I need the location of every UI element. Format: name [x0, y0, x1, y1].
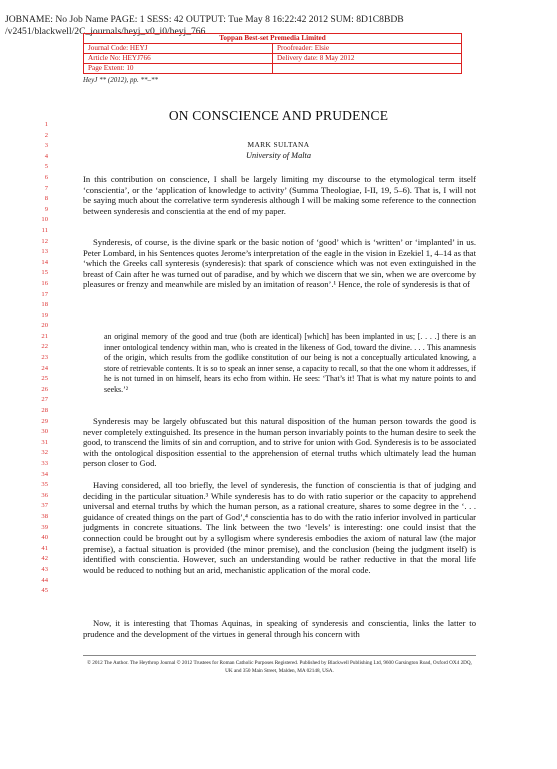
line-number: 15 — [41, 269, 48, 277]
line-number: 34 — [41, 470, 48, 478]
proof-box-title: Toppan Best-set Premedia Limited — [84, 34, 461, 44]
line-number: 1 — [44, 121, 48, 128]
line-number: 45 — [41, 587, 48, 595]
footer-rule — [83, 655, 476, 656]
proof-info-box — [83, 33, 462, 74]
paragraph-2: Synderesis, of course, is the divine spark or the basic notion of ‘good’ which is ‘written’ or ‘implanted’ in us. Peter Lombard, in his Sentences quotes Jerome’s interpretation of the eagle in the vision in Ezekiel 1, 4–14 as that ‘which the Greeks call synteresis (synderesis): that spark of conscience which was not even extinguished in the breast of Cain after he was turned out of paradise, and by which we discern that we sin, when we are overcome by pleasures or frenzy and meanwhile are misled by an imitation of reason’.¹ Hence, the role of synderesis is that of — [83, 237, 476, 290]
delivery-date: Delivery date: 8 May 2012 — [277, 54, 355, 62]
line-number: 40 — [41, 534, 48, 542]
job-header-line: JOBNAME: No Job Name PAGE: 1 SESS: 42 OUTPUT: Tue May 8 16:22:42 2012 SUM: 8D1C8BDB — [5, 14, 404, 25]
line-number: 7 — [44, 184, 48, 192]
line-number: 14 — [41, 258, 48, 266]
line-number: 32 — [41, 449, 48, 457]
line-number: 12 — [41, 237, 48, 245]
line-number: 42 — [41, 555, 48, 563]
line-number: 36 — [41, 491, 48, 499]
line-number: 44 — [41, 576, 48, 584]
line-number: 8 — [44, 195, 48, 203]
line-number: 16 — [41, 279, 48, 287]
block-quote: an original memory of the good and true (both are identical) [which] has been implanted in us; [. . . .] there is an inner ontological tendency within man, who is created in the likeness of God, toward the divine. . . . This anamnesis of the origin, which results from the godlike constitution of our being is not a conceptually articulated knowing, a store of retrievable contents. It is so to speak an inner sense, a capacity to recall, so that the one whom it addresses, if he is not turned in on himself, hears its echo from within. He sees: ‘That’s it! That is what my nature points to and seeks.’² — [104, 332, 476, 394]
paragraph-4: Having considered, all too briefly, the level of synderesis, the function of conscientia is that of judging and deciding in the particular situation.³ While synderesis has to do with ratio superior or the capacity to apprehend universal and eternal truths by which the human person, as a rational creature, shares to some degree in the ‘. . . guidance of created things on the part of God’,⁴ conscientia has to do with the ratio inferior involved in particular judgments in concrete situations. The link between the two ‘levels’ is interesting: one could insist that the connection could be brought out by a syllogism where synderesis embodies the axiom of natural law (the major premise), a factual situation is provided (the minor premise), and the conclusion (being the judgment itself) is identified with conscientia. However, such an understanding would be rather reductive in that the moral life would be reduced to nothing but an arid, mechanistic application of the moral code. — [83, 480, 476, 575]
line-number: 2 — [44, 131, 48, 139]
line-number: 19 — [41, 311, 48, 319]
line-number: 27 — [41, 396, 48, 404]
journal-code: Journal Code: HEYJ — [84, 44, 273, 53]
line-number: 39 — [41, 523, 48, 531]
paragraph-3: Synderesis may be largely obfuscated but this natural disposition of the human person towards the good is never completely extinguished. Its presence in the human person invariably points to the human desire to seek the good, to transcend the limits of sin and corruption, and to strive for union with God. Synderesis is to be associated with the ontological disposition essential to the apprehension of eternal truths which ultimately lead the human person closer to God. — [83, 416, 476, 469]
copyright-footer: © 2012 The Author. The Heythrop Journal © 2012 Trustees for Roman Catholic Purposes Registered. Published by Blackwell Publishing Ltd, 9600 Garsington Road, Oxford OX4 2DQ, UK and 350 Main Street, Malden, MA 02148, USA. — [87, 660, 472, 674]
line-number: 5 — [44, 163, 48, 171]
line-number: 21 — [41, 332, 48, 340]
line-number: 18 — [41, 301, 48, 309]
line-number: 10 — [41, 216, 48, 224]
proofreader: Proofreader: Elsie — [277, 44, 330, 52]
article-title: ON CONSCIENCE AND PRUDENCE — [168, 108, 389, 123]
line-number: 30 — [41, 428, 48, 436]
line-number: 41 — [41, 544, 48, 552]
line-number: 3 — [44, 142, 48, 150]
journal-citation: HeyJ ** (2012), pp. **–** — [83, 76, 159, 84]
line-number: 13 — [41, 248, 48, 256]
line-number: 9 — [44, 205, 48, 213]
author-affiliation: University of Malta — [246, 151, 311, 160]
page-extent: Page Extent: 10 — [84, 64, 273, 73]
line-number: 6 — [44, 173, 48, 181]
author-name: MARK SULTANA — [247, 140, 310, 149]
line-number: 23 — [41, 354, 48, 362]
line-number: 28 — [41, 407, 48, 415]
article-number: Article No: HEYJ766 — [84, 54, 273, 63]
line-number: 38 — [41, 512, 48, 520]
line-number: 29 — [41, 417, 48, 425]
line-number: 26 — [41, 385, 48, 393]
line-number: 37 — [41, 502, 48, 510]
line-number: 24 — [41, 364, 48, 372]
line-number: 20 — [41, 322, 48, 330]
line-number: 35 — [41, 481, 48, 489]
line-number: 17 — [41, 290, 48, 298]
paragraph-5: Now, it is interesting that Thomas Aquinas, in speaking of synderesis and conscientia, links the latter to prudence and the development of the virtues in general through his concern with — [83, 618, 476, 639]
line-number: 43 — [41, 565, 48, 573]
line-number: 25 — [41, 375, 48, 383]
line-number: 4 — [44, 152, 48, 160]
job-header-path: /v2451/blackwell/2C_journals/heyj_v0_i0/heyj_766 — [5, 25, 206, 37]
line-number-column — [34, 120, 48, 597]
line-number: 33 — [41, 460, 48, 467]
paragraph-1: In this contribution on conscience, I shall be largely limiting my discourse to the etymological term itself ‘conscientia’, or the ‘application of knowledge to activity’ (Summa Theologiae, I-II, 19, 5–6). That is, I will not be saying much about the correlative term synderesis although I will be making some reference to the connection between synderesis and conscientia at the end of my paper. — [83, 174, 476, 216]
line-number: 11 — [41, 226, 48, 234]
line-number: 31 — [41, 438, 48, 446]
line-number: 22 — [41, 343, 48, 351]
